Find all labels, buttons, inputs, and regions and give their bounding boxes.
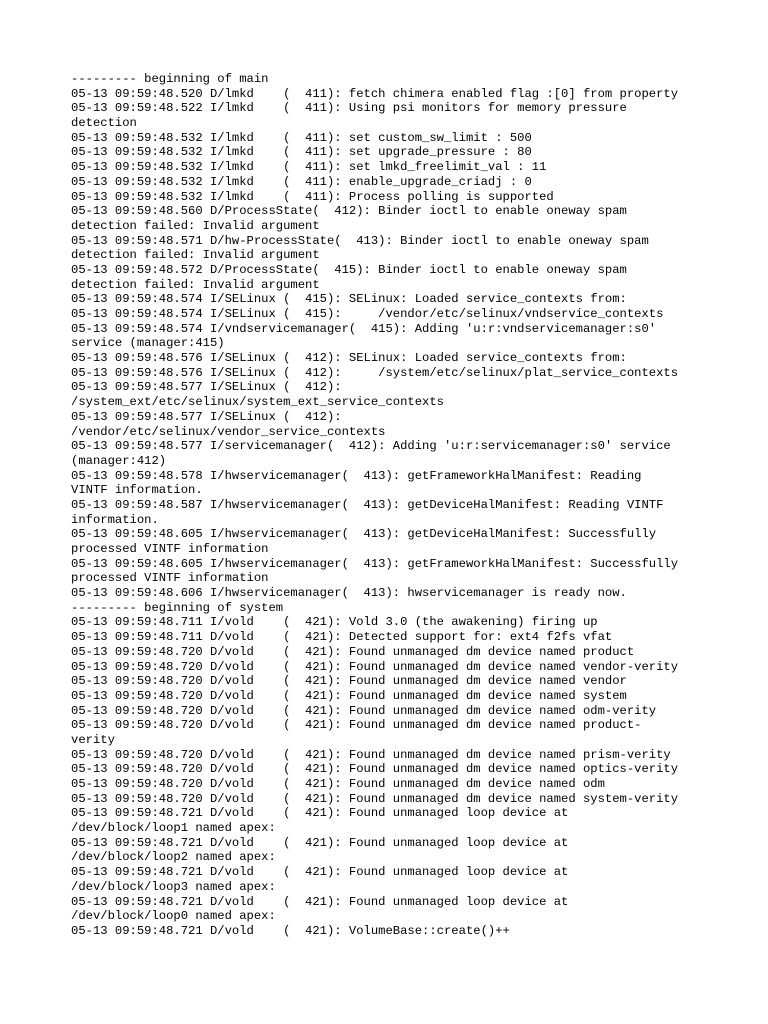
log-line: 05-13 09:59:48.532 I/lmkd ( 411): Process polling is supported [71, 189, 554, 204]
log-line: 05-13 09:59:48.721 D/vold ( 421): Found unmanaged loop device at [71, 806, 569, 821]
log-line: 05-13 09:59:48.576 I/SELinux ( 412): /system/etc/selinux/plat_service_contexts [71, 365, 679, 380]
log-line: /dev/block/loop3 named apex: [71, 879, 276, 894]
log-line: 05-13 09:59:48.721 D/vold ( 421): Found unmanaged loop device at [71, 865, 569, 880]
log-line: 05-13 09:59:48.720 D/vold ( 421): Found unmanaged dm device named prism-verity [71, 747, 671, 762]
log-line: 05-13 09:59:48.532 I/lmkd ( 411): set custom_sw_limit : 500 [71, 130, 532, 145]
log-line: 05-13 09:59:48.720 D/vold ( 421): Found unmanaged dm device named product [71, 644, 635, 659]
log-line: 05-13 09:59:48.721 D/vold ( 421): Found unmanaged loop device at [71, 894, 569, 909]
log-line: 05-13 09:59:48.578 I/hwservicemanager( 413): getFrameworkHalManifest: Reading [71, 468, 642, 483]
log-line: VINTF information. [71, 483, 203, 498]
log-line: detection failed: Invalid argument [71, 277, 320, 292]
log-line: 05-13 09:59:48.571 D/hw-ProcessState( 413): Binder ioctl to enable oneway spam [71, 233, 649, 248]
log-line: processed VINTF information [71, 571, 269, 586]
log-line: service (manager:415) [71, 336, 225, 351]
log-line: /dev/block/loop2 named apex: [71, 850, 276, 865]
log-line: 05-13 09:59:48.576 I/SELinux ( 412): SELinux: Loaded service_contexts from: [71, 351, 627, 366]
log-line: 05-13 09:59:48.522 I/lmkd ( 411): Using psi monitors for memory pressure [71, 101, 627, 116]
log-line: verity [71, 732, 115, 747]
log-line: 05-13 09:59:48.720 D/vold ( 421): Found unmanaged dm device named vendor-verity [71, 659, 679, 674]
log-line: 05-13 09:59:48.711 I/vold ( 421): Vold 3.0 (the awakening) firing up [71, 615, 598, 630]
log-line: 05-13 09:59:48.574 I/vndservicemanager( 415): Adding 'u:r:vndservicemanager:s0' [71, 321, 657, 336]
log-line: 05-13 09:59:48.577 I/servicemanager( 412): Adding 'u:r:servicemanager:s0' service [71, 439, 671, 454]
log-line: 05-13 09:59:48.532 I/lmkd ( 411): enable_upgrade_criadj : 0 [71, 174, 532, 189]
log-line: 05-13 09:59:48.720 D/vold ( 421): Found unmanaged dm device named vendor [71, 674, 627, 689]
log-line: /dev/block/loop1 named apex: [71, 821, 276, 836]
log-output [71, 72, 761, 939]
log-line: 05-13 09:59:48.577 I/SELinux ( 412): [71, 380, 342, 395]
log-line: detection failed: Invalid argument [71, 218, 320, 233]
log-line: 05-13 09:59:48.720 D/vold ( 421): Found unmanaged dm device named product- [71, 718, 642, 733]
log-line: /dev/block/loop0 named apex: [71, 909, 276, 924]
log-line: 05-13 09:59:48.720 D/vold ( 421): Found unmanaged dm device named system-verity [71, 791, 679, 806]
log-line: processed VINTF information [71, 542, 269, 556]
log-line: 05-13 09:59:48.574 I/SELinux ( 415): /vendor/etc/selinux/vndservice_contexts [71, 307, 664, 321]
log-line: /system_ext/etc/selinux/system_ext_service_contexts [71, 395, 444, 410]
log-line: 05-13 09:59:48.577 I/SELinux ( 412): [71, 409, 342, 424]
log-line: 05-13 09:59:48.606 I/hwservicemanager( 413): hwservicemanager is ready now. [71, 586, 627, 601]
log-line: 05-13 09:59:48.720 D/vold ( 421): Found unmanaged dm device named odm-verity [71, 703, 657, 718]
log-line: --------- beginning of system [71, 600, 284, 615]
log-line: 05-13 09:59:48.574 I/SELinux ( 415): SELinux: Loaded service_contexts from: [71, 292, 627, 307]
log-line: 05-13 09:59:48.572 D/ProcessState( 415): Binder ioctl to enable oneway spam [71, 262, 627, 277]
log-line: 05-13 09:59:48.587 I/hwservicemanager( 413): getDeviceHalManifest: Reading VINTF [71, 497, 664, 512]
log-line: (manager:412) [71, 453, 167, 468]
log-line: 05-13 09:59:48.532 I/lmkd ( 411): set lmkd_freelimit_val : 11 [71, 160, 547, 175]
log-line: 05-13 09:59:48.720 D/vold ( 421): Found unmanaged dm device named odm [71, 777, 605, 791]
log-line: 05-13 09:59:48.605 I/hwservicemanager( 413): getDeviceHalManifest: Successfully [71, 527, 657, 542]
log-line: 05-13 09:59:48.721 D/vold ( 421): Found unmanaged loop device at [71, 835, 569, 850]
log-line: --------- beginning of main [71, 72, 269, 86]
log-line: 05-13 09:59:48.560 D/ProcessState( 412): Binder ioctl to enable oneway spam [71, 204, 627, 219]
log-line: 05-13 09:59:48.605 I/hwservicemanager( 413): getFrameworkHalManifest: Successfully [71, 556, 679, 571]
log-line: 05-13 09:59:48.721 D/vold ( 421): VolumeBase::create()++ [71, 923, 510, 938]
log-line: 05-13 09:59:48.720 D/vold ( 421): Found unmanaged dm device named system [71, 688, 627, 703]
log-line: /vendor/etc/selinux/vendor_service_contexts [71, 424, 386, 439]
log-line: 05-13 09:59:48.720 D/vold ( 421): Found unmanaged dm device named optics-verity [71, 762, 679, 777]
log-line: detection failed: Invalid argument [71, 248, 320, 263]
log-line: 05-13 09:59:48.532 I/lmkd ( 411): set upgrade_pressure : 80 [71, 145, 532, 160]
log-line: detection [71, 116, 137, 131]
log-line: 05-13 09:59:48.711 D/vold ( 421): Detected support for: ext4 f2fs vfat [71, 630, 613, 645]
log-line: 05-13 09:59:48.520 D/lmkd ( 411): fetch chimera enabled flag :[0] from property [71, 86, 679, 101]
log-line: information. [71, 512, 159, 527]
